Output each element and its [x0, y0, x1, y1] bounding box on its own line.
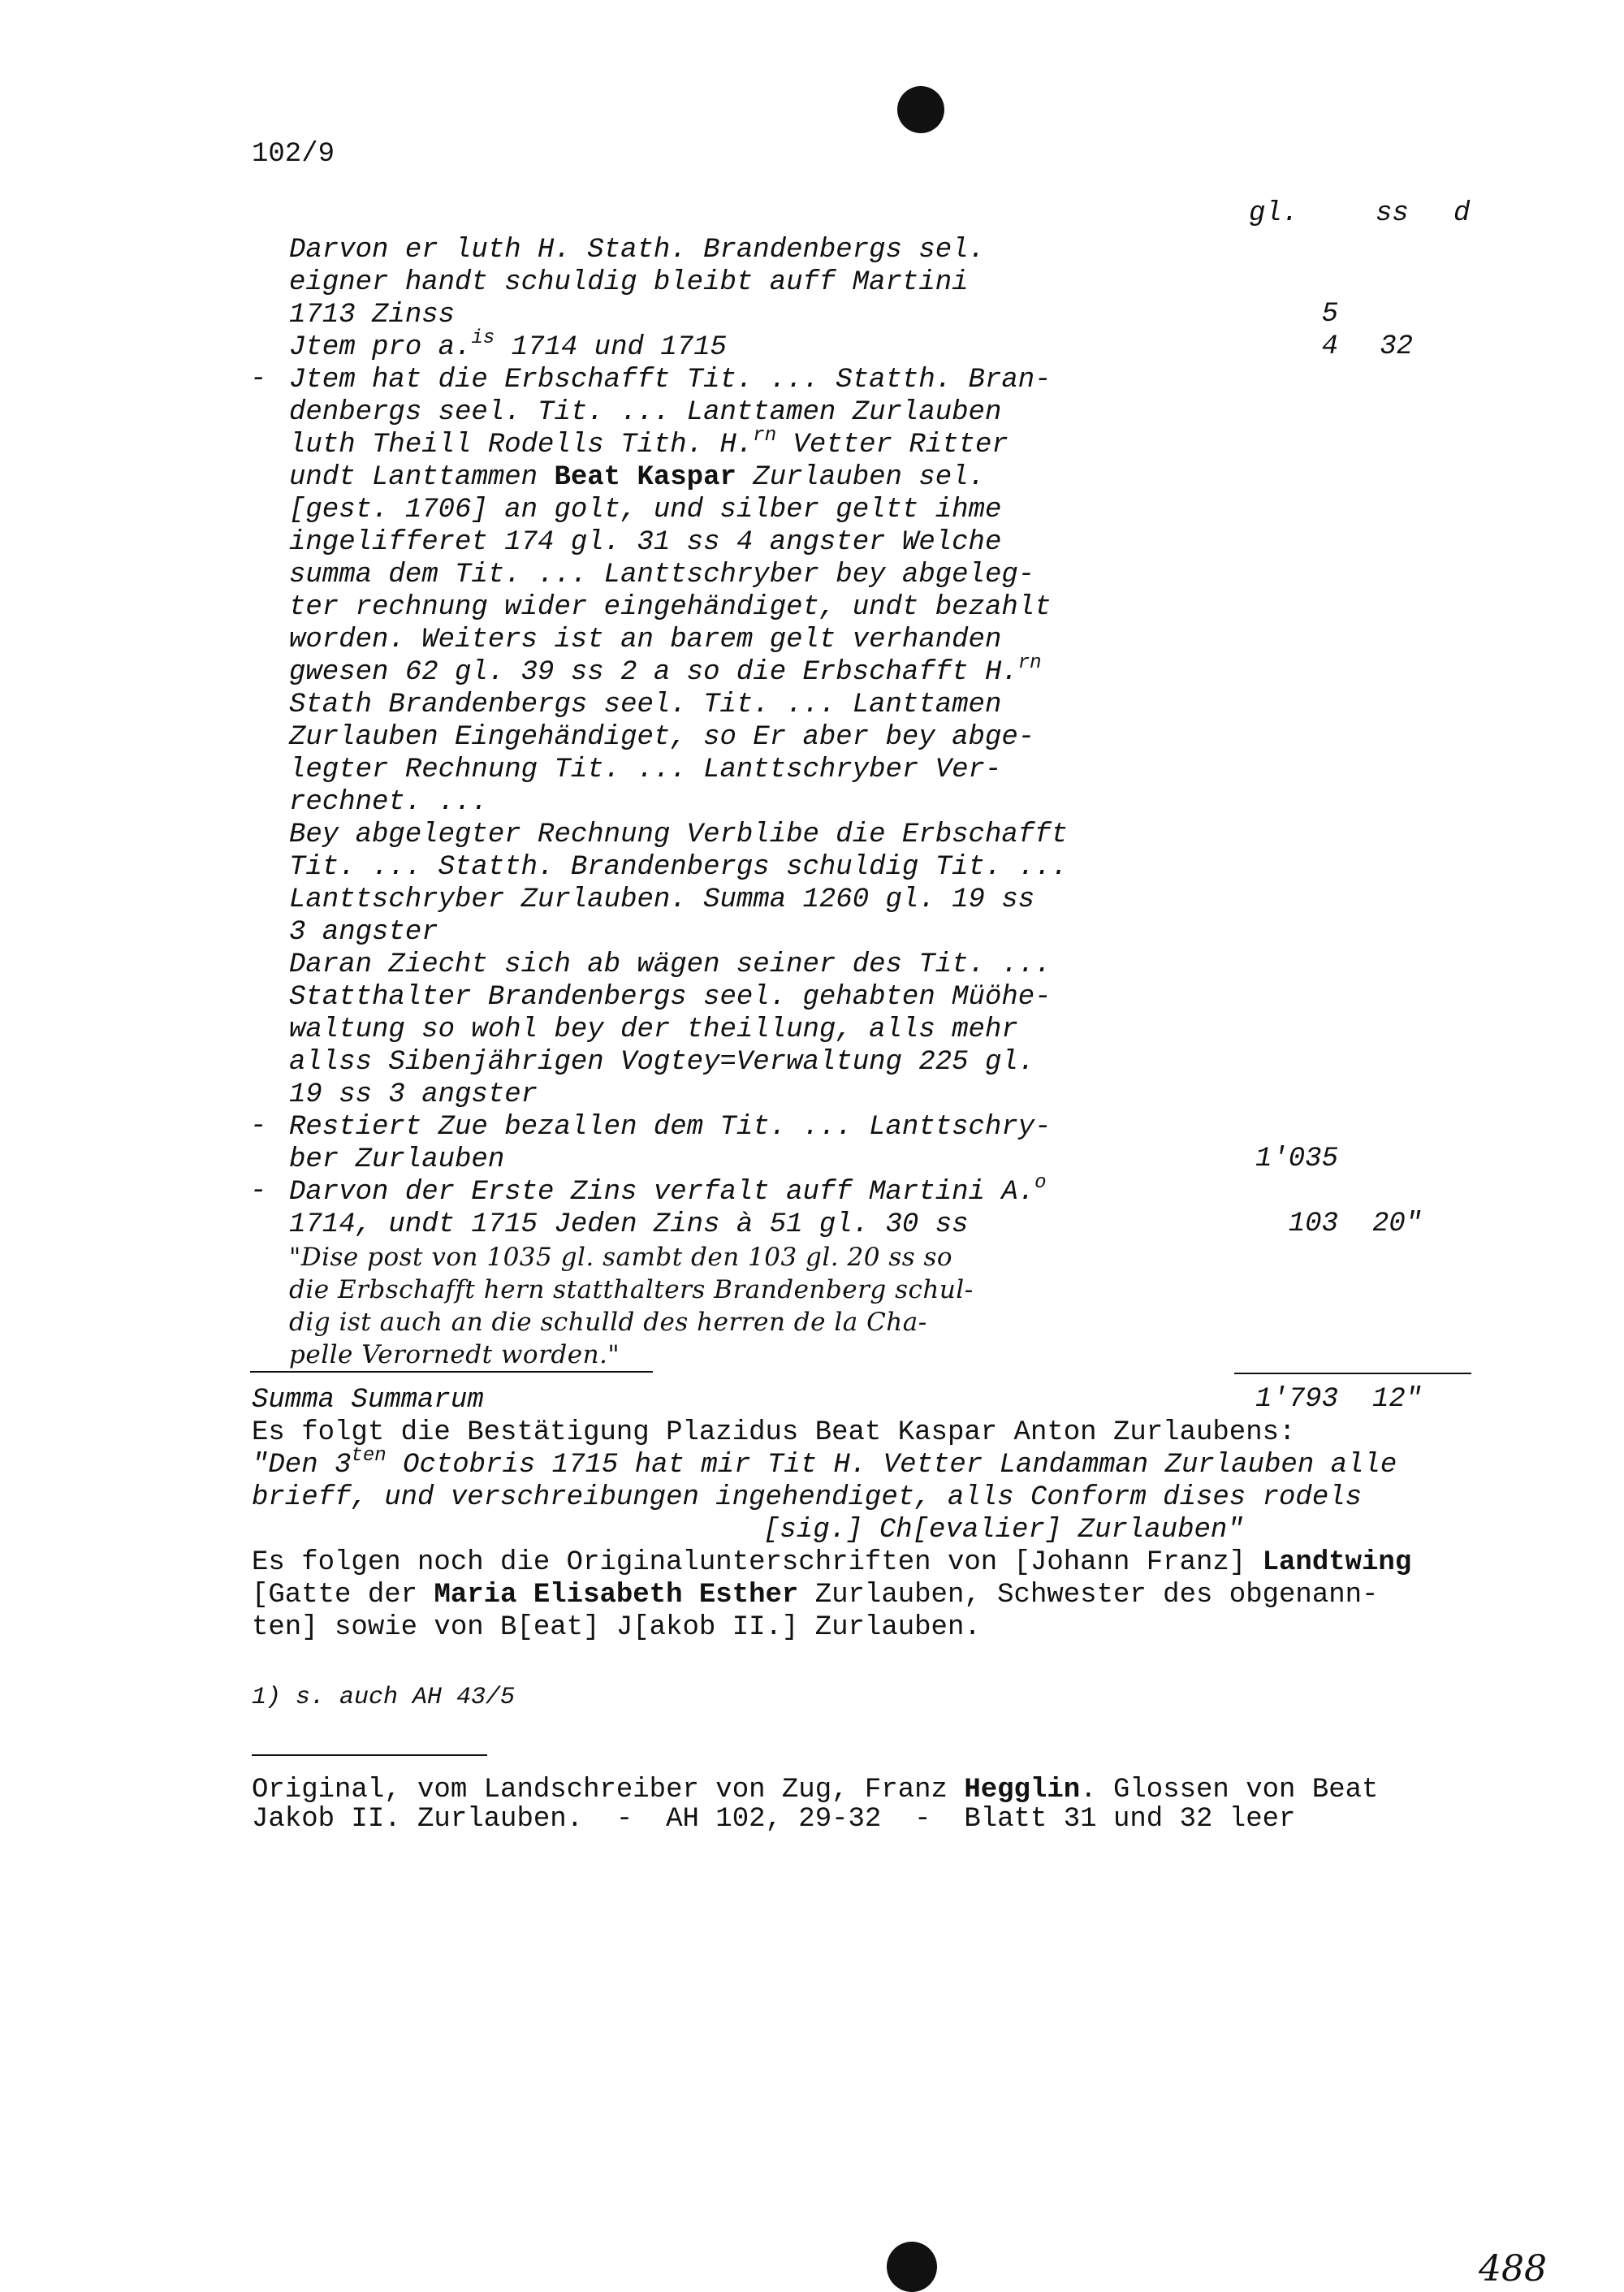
source-line: Original, vom Landschreiber von Zug, Franz Hegglin. Glossen von Beat [252, 1775, 1379, 1805]
entry2-line: Zurlauben Eingehändiget, so Er aber bey abge- [289, 722, 1035, 753]
entry2-line: Jtem hat die Erbschafft Tit. ... Statth. Bran- [289, 365, 1052, 396]
entry1-line: Jtem pro a.$^{is}$ 1714 und 1715 [289, 327, 727, 363]
bullet-dash: - [250, 364, 267, 395]
entry2-line: 3 angster [289, 917, 438, 948]
orig-sig-line: Es folgen noch die Originalunterschriften von [Johann Franz] Landtwing [252, 1547, 1412, 1578]
entry2-line: Bey abgelegter Rechnung Verblibe die Erbschafft [289, 819, 1068, 850]
confirm-line: Es folgt die Bestätigung Plazidus Beat Kaspar Anton Zurlaubens: [252, 1417, 1296, 1448]
col-header-ss: ss [1376, 198, 1409, 229]
col-header-gl: gl. [1249, 198, 1299, 229]
footnote-rule [252, 1754, 487, 1756]
amount-gl: 5 [1321, 299, 1338, 330]
entry2-line: Stath Brandenbergs seel. Tit. ... Lanttamen [289, 690, 1002, 720]
orig-sig-line: [Gatte der Maria Elisabeth Esther Zurlauben, Schwester des obgenann- [252, 1580, 1379, 1611]
amount-gl: 103 [1288, 1209, 1338, 1239]
handwritten-page-number: 488 [1479, 2248, 1547, 2290]
entry1-line: eigner handt schuldig bleibt auff Martini [289, 267, 969, 298]
gloss-line: die Erbschafft hern statthalters Brandenberg schul- [289, 1275, 974, 1304]
entry2-line: luth Theill Rodells Tith. H.$^{rn}$ Vetter Ritter [289, 425, 1009, 461]
entry2-line: ter rechnung wider eingehändiget, undt bezahlt [289, 592, 1052, 623]
entry1-line: 1713 Zinss [289, 300, 456, 331]
entry1-line: Darvon er luth H. Stath. Brandenbergs sel. [289, 235, 985, 266]
divider-rule [250, 1371, 653, 1373]
col-header-d: d [1453, 198, 1471, 229]
bullet-dash: - [250, 1176, 267, 1207]
entry2-line: undt Lanttammen Beat Kaspar Zurlauben sel. [289, 462, 985, 493]
entry2-line: Statthalter Brandenbergs seel. gehabten Müöhe- [289, 982, 1052, 1013]
entry2-line: gwesen 62 gl. 39 ss 2 a so die Erbschafft H.$^{rn}$ [289, 652, 1042, 688]
orig-sig-line: ten] sowie von B[eat] J[akob II.] Zurlauben. [252, 1612, 981, 1643]
entry4-line: Darvon der Erste Zins verfalt auff Martini A.$^o$ [289, 1172, 1047, 1208]
confirm-line: "Den $3^{ten}$ Octobris 1715 hat mir Tit H. Vetter Landamman Zurlauben alle [252, 1445, 1397, 1481]
gloss-line: dig ist auch an die schulld des herren de la Cha- [289, 1308, 927, 1337]
entry2-line: summa dem Tit. ... Lanttschryber bey abgeleg- [289, 560, 1035, 590]
entry2-line: ingelifferet 174 gl. 31 ss 4 angster Welche [289, 527, 1002, 558]
summa-gl: 1'793 [1255, 1384, 1338, 1415]
entry2-line: legter Rechnung Tit. ... Lanttschryber Ver- [289, 755, 1002, 785]
entry2-line: 19 ss 3 angster [289, 1079, 538, 1110]
punch-hole-top [897, 86, 944, 133]
amount-ss: 20" [1372, 1209, 1423, 1239]
entry2-line: Tit. ... Statth. Brandenbergs schuldig Tit. ... [289, 852, 1068, 883]
source-line: Jakob II. Zurlauben. - AH 102, 29-32 - Blatt 31 und 32 leer [252, 1804, 1296, 1835]
summa-label: Summa Summarum [252, 1385, 484, 1416]
page-reference: 102/9 [252, 139, 335, 170]
amount-gl: 1'035 [1255, 1144, 1338, 1174]
amount-ss: 32 [1380, 331, 1413, 362]
confirm-signature: [sig.] Ch[evalier] Zurlauben" [763, 1515, 1244, 1546]
entry2-line: denbergs seel. Tit. ... Lanttamen Zurlauben [289, 397, 1002, 428]
entry2-line: waltung so wohl bey der theillung, alls mehr [289, 1014, 1018, 1045]
summa-ss: 12" [1372, 1384, 1423, 1415]
entry3-line: Restiert Zue bezallen dem Tit. ... Lanttschry- [289, 1112, 1052, 1143]
entry2-line: Daran Ziecht sich ab wägen seiner des Tit. ... [289, 949, 1052, 980]
gloss-line: pelle Verornedt worden." [289, 1340, 620, 1369]
gloss-line: "Dise post von 1035 gl. sambt den 103 gl. 20 ss so [289, 1243, 953, 1272]
entry3-line: ber Zurlauben [289, 1144, 505, 1175]
entry2-line: [gest. 1706] an golt, und silber geltt ihme [289, 495, 1002, 525]
bullet-dash: - [250, 1111, 267, 1142]
entry2-line: rechnet. ... [289, 787, 488, 818]
amount-gl: 4 [1321, 331, 1338, 362]
entry2-line: allss Sibenjährigen Vogtey=Verwaltung 225 gl. [289, 1047, 1035, 1078]
entry4-line: 1714, undt 1715 Jeden Zins à 51 gl. 30 ss [289, 1209, 969, 1240]
punch-hole-bottom [887, 2242, 937, 2292]
footnote: 1) s. auch AH 43/5 [252, 1684, 516, 1711]
entry2-line: Lanttschryber Zurlauben. Summa 1260 gl. 19 ss [289, 884, 1035, 915]
confirm-line: brieff, und verschreibungen ingehendiget, alls Conform dises rodels [252, 1482, 1363, 1513]
sum-rule [1234, 1373, 1471, 1374]
entry2-line: worden. Weiters ist an barem gelt verhanden [289, 625, 1002, 655]
